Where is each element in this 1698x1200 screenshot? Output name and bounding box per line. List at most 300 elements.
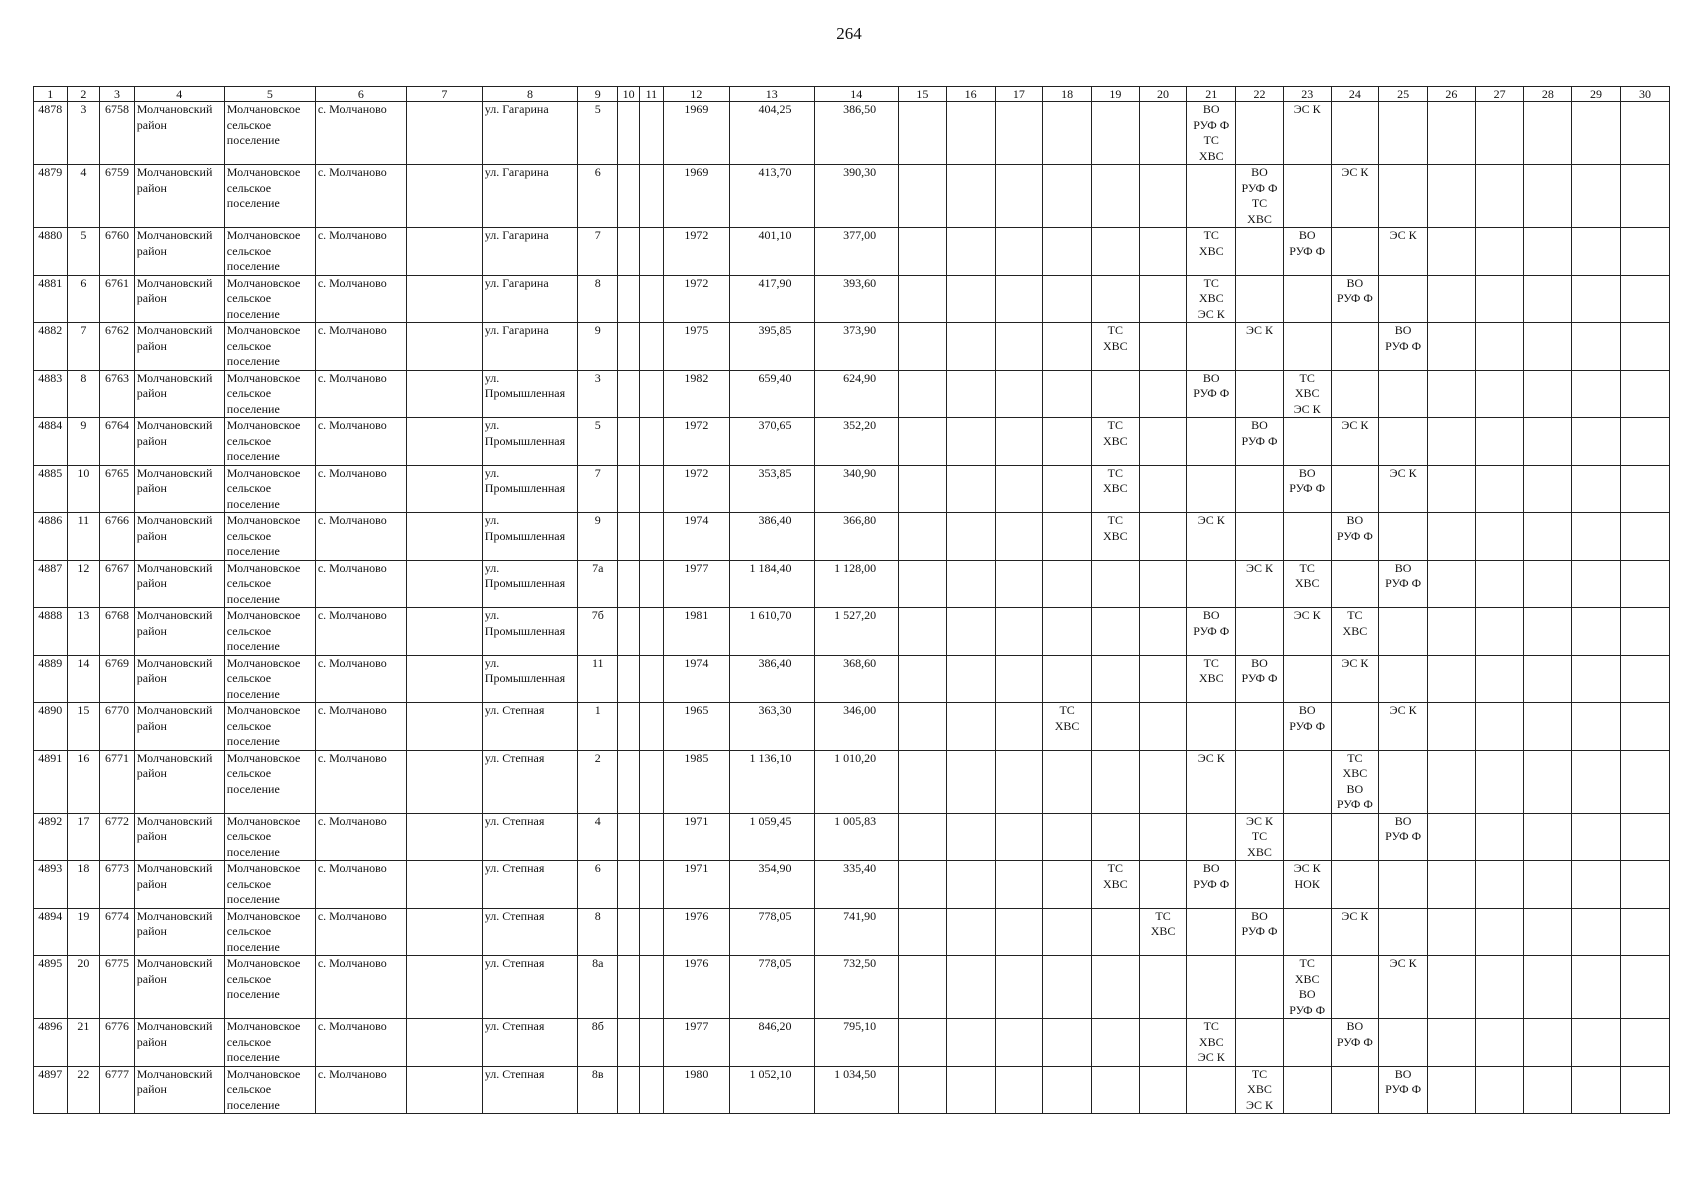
utility-code: ВО xyxy=(1298,987,1316,1001)
cell-col-8: ул. Степная xyxy=(482,703,577,751)
utility-code: ТС xyxy=(1107,465,1124,480)
column-header-3: 3 xyxy=(100,87,135,102)
empty-cell xyxy=(1043,956,1092,1019)
empty-cell xyxy=(1283,908,1331,956)
utility-code: ВО xyxy=(1346,1019,1364,1033)
empty-cell xyxy=(1572,560,1621,608)
cell-col-8: ул. Промышленная xyxy=(482,608,577,656)
cell-col-13: 370,65 xyxy=(729,418,814,466)
empty-cell xyxy=(1524,1019,1572,1067)
utility-code: ЭС К xyxy=(1341,165,1369,179)
cell-col-14: 377,00 xyxy=(814,228,899,276)
empty-cell xyxy=(1139,1019,1187,1067)
cell-col-13: 778,05 xyxy=(729,956,814,1019)
empty-cell xyxy=(1187,465,1236,513)
empty-cell xyxy=(1475,465,1524,513)
empty-cell xyxy=(639,655,663,703)
cell-col-3: 6772 xyxy=(100,813,135,861)
empty-cell xyxy=(639,608,663,656)
cell-col-5: Молчановское сельское поселение xyxy=(224,228,315,276)
empty-cell xyxy=(639,1019,663,1067)
empty-cell xyxy=(1043,165,1092,228)
cell-col-8: ул. Промышленная xyxy=(482,513,577,561)
empty-cell xyxy=(1043,102,1092,165)
cell-col-5: Молчановское сельское поселение xyxy=(224,560,315,608)
empty-cell xyxy=(639,750,663,813)
cell-col-13: 1 136,10 xyxy=(729,750,814,813)
table-row xyxy=(34,560,1670,608)
empty-cell xyxy=(1475,370,1524,418)
empty-cell xyxy=(1139,1066,1187,1114)
cell-col-3: 6770 xyxy=(100,703,135,751)
cell-col-9: 5 xyxy=(578,418,618,466)
empty-cell xyxy=(1139,228,1187,276)
empty-cell xyxy=(946,1066,995,1114)
empty-cell xyxy=(946,165,995,228)
empty-cell xyxy=(995,861,1043,909)
cell-col-14: 340,90 xyxy=(814,465,899,513)
utility-code: РУФ Ф xyxy=(1336,528,1373,543)
utility-codes-cell xyxy=(1283,465,1331,513)
cell-col-2: 18 xyxy=(67,861,100,909)
utility-code: ХВС xyxy=(1294,576,1320,590)
empty-cell xyxy=(899,655,947,703)
empty-cell xyxy=(899,1066,947,1114)
empty-cell xyxy=(995,165,1043,228)
utility-code: ЭС К xyxy=(1389,703,1417,717)
empty-cell xyxy=(618,1019,640,1067)
utility-codes-cell xyxy=(1283,861,1331,909)
cell-col-6: с. Молчаново xyxy=(315,465,406,513)
cell-col-8: ул. Гагарина xyxy=(482,275,577,323)
empty-cell xyxy=(406,908,482,956)
empty-cell xyxy=(1139,275,1187,323)
cell-col-8: ул. Промышленная xyxy=(482,655,577,703)
cell-col-4: Молчановский район xyxy=(134,228,224,276)
utility-code: ХВС xyxy=(1103,433,1128,448)
cell-col-9: 9 xyxy=(578,323,618,371)
utility-code: РУФ Ф xyxy=(1241,433,1278,448)
utility-codes-cell xyxy=(1379,703,1428,751)
table-row xyxy=(34,861,1670,909)
empty-cell xyxy=(1379,513,1428,561)
utility-code: ЭС К xyxy=(1341,418,1369,432)
empty-cell xyxy=(946,465,995,513)
cell-col-9: 8а xyxy=(578,956,618,1019)
cell-col-5: Молчановское сельское поселение xyxy=(224,323,315,371)
empty-cell xyxy=(1428,655,1476,703)
utility-code: ВО xyxy=(1394,560,1412,575)
utility-codes-cell xyxy=(1331,608,1379,656)
cell-col-14: 732,50 xyxy=(814,956,899,1019)
utility-codes-cell xyxy=(1331,165,1379,228)
cell-col-3: 6765 xyxy=(100,465,135,513)
cell-col-12: 1969 xyxy=(663,102,729,165)
utility-code: ТС xyxy=(1251,829,1268,843)
empty-cell xyxy=(406,813,482,861)
empty-cell xyxy=(946,703,995,751)
cell-col-13: 778,05 xyxy=(729,908,814,956)
cell-col-12: 1971 xyxy=(663,861,729,909)
empty-cell xyxy=(1620,861,1669,909)
empty-cell xyxy=(406,1066,482,1114)
empty-cell xyxy=(946,608,995,656)
column-header-15: 15 xyxy=(899,87,947,102)
table-row xyxy=(34,750,1670,813)
empty-cell xyxy=(1283,1066,1331,1114)
cell-col-9: 9 xyxy=(578,513,618,561)
cell-col-13: 386,40 xyxy=(729,513,814,561)
cell-col-8: ул. Промышленная xyxy=(482,465,577,513)
utility-code: ЭС К xyxy=(1389,228,1417,242)
cell-col-4: Молчановский район xyxy=(134,703,224,751)
utility-code: ЭС К xyxy=(1389,956,1417,970)
utility-code: ВО xyxy=(1202,861,1220,875)
empty-cell xyxy=(1572,418,1621,466)
empty-cell xyxy=(1139,608,1187,656)
empty-cell xyxy=(639,275,663,323)
empty-cell xyxy=(1092,370,1140,418)
empty-cell xyxy=(995,1019,1043,1067)
utility-codes-cell xyxy=(1236,323,1284,371)
utility-code: ЭС К xyxy=(1341,655,1369,670)
empty-cell xyxy=(1331,560,1379,608)
utility-codes-cell xyxy=(1379,228,1428,276)
cell-col-1: 4892 xyxy=(34,813,68,861)
empty-cell xyxy=(1043,275,1092,323)
cell-col-2: 11 xyxy=(67,513,100,561)
cell-col-6: с. Молчаново xyxy=(315,608,406,656)
cell-col-5: Молчановское сельское поселение xyxy=(224,908,315,956)
empty-cell xyxy=(1283,165,1331,228)
cell-col-5: Молчановское сельское поселение xyxy=(224,165,315,228)
table-row xyxy=(34,102,1670,165)
empty-cell xyxy=(1043,1066,1092,1114)
empty-cell xyxy=(618,608,640,656)
cell-col-6: с. Молчаново xyxy=(315,275,406,323)
cell-col-12: 1969 xyxy=(663,165,729,228)
empty-cell xyxy=(946,861,995,909)
cell-col-5: Молчановское сельское поселение xyxy=(224,418,315,466)
utility-code: ХВС xyxy=(1103,528,1128,543)
cell-col-14: 624,90 xyxy=(814,370,899,418)
empty-cell xyxy=(1139,560,1187,608)
cell-col-12: 1965 xyxy=(663,703,729,751)
cell-col-13: 395,85 xyxy=(729,323,814,371)
column-header-4: 4 xyxy=(134,87,224,102)
empty-cell xyxy=(1620,908,1669,956)
utility-codes-cell xyxy=(1379,465,1428,513)
empty-cell xyxy=(995,465,1043,513)
empty-cell xyxy=(1620,655,1669,703)
utility-code: ХВС xyxy=(1198,291,1224,305)
cell-col-8: ул. Степная xyxy=(482,1066,577,1114)
empty-cell xyxy=(946,418,995,466)
cell-col-9: 4 xyxy=(578,813,618,861)
utility-code: ТС xyxy=(1203,1019,1219,1033)
empty-cell xyxy=(1475,275,1524,323)
utility-codes-cell xyxy=(1331,750,1379,813)
cell-col-8: ул. Промышленная xyxy=(482,418,577,466)
utility-code: ХВС xyxy=(1103,338,1128,353)
cell-col-2: 6 xyxy=(67,275,100,323)
empty-cell xyxy=(1572,228,1621,276)
cell-col-9: 7 xyxy=(578,228,618,276)
empty-cell xyxy=(618,1066,640,1114)
empty-cell xyxy=(899,228,947,276)
utility-codes-cell xyxy=(1331,655,1379,703)
cell-col-13: 363,30 xyxy=(729,703,814,751)
cell-col-6: с. Молчаново xyxy=(315,1019,406,1067)
empty-cell xyxy=(618,956,640,1019)
empty-cell xyxy=(1236,703,1284,751)
utility-code: РУФ Ф xyxy=(1289,481,1326,495)
empty-cell xyxy=(1283,750,1331,813)
empty-cell xyxy=(899,165,947,228)
empty-cell xyxy=(1572,102,1621,165)
column-header-27: 27 xyxy=(1475,87,1524,102)
empty-cell xyxy=(1043,418,1092,466)
empty-cell xyxy=(1428,165,1476,228)
utility-codes-cell xyxy=(1187,861,1236,909)
utility-code: ВО xyxy=(1251,418,1268,432)
empty-cell xyxy=(1043,228,1092,276)
empty-cell xyxy=(1620,560,1669,608)
cell-col-13: 404,25 xyxy=(729,102,814,165)
empty-cell xyxy=(1092,956,1140,1019)
cell-col-2: 20 xyxy=(67,956,100,1019)
cell-col-6: с. Молчаново xyxy=(315,165,406,228)
cell-col-6: с. Молчаново xyxy=(315,370,406,418)
cell-col-4: Молчановский район xyxy=(134,418,224,466)
cell-col-14: 373,90 xyxy=(814,323,899,371)
column-header-20: 20 xyxy=(1139,87,1187,102)
cell-col-1: 4885 xyxy=(34,465,68,513)
empty-cell xyxy=(1236,1019,1284,1067)
table-body xyxy=(34,102,1670,1114)
empty-cell xyxy=(1283,513,1331,561)
empty-cell xyxy=(1236,370,1284,418)
empty-cell xyxy=(1475,908,1524,956)
empty-cell xyxy=(639,513,663,561)
cell-col-5: Молчановское сельское поселение xyxy=(224,513,315,561)
utility-codes-cell xyxy=(1187,102,1236,165)
cell-col-6: с. Молчаново xyxy=(315,861,406,909)
cell-col-12: 1971 xyxy=(663,813,729,861)
cell-col-8: ул. Промышленная xyxy=(482,560,577,608)
utility-code: РУФ Ф xyxy=(1385,338,1422,353)
empty-cell xyxy=(639,956,663,1019)
utility-codes-cell xyxy=(1236,560,1284,608)
utility-codes-cell xyxy=(1283,560,1331,608)
empty-cell xyxy=(1428,228,1476,276)
empty-cell xyxy=(1524,228,1572,276)
empty-cell xyxy=(1092,1019,1140,1067)
empty-cell xyxy=(1331,323,1379,371)
empty-cell xyxy=(1428,465,1476,513)
cell-col-1: 4886 xyxy=(34,513,68,561)
empty-cell xyxy=(899,1019,947,1067)
empty-cell xyxy=(1620,323,1669,371)
column-header-26: 26 xyxy=(1428,87,1476,102)
cell-col-6: с. Молчаново xyxy=(315,323,406,371)
empty-cell xyxy=(1092,165,1140,228)
empty-cell xyxy=(1379,655,1428,703)
utility-code: РУФ Ф xyxy=(1336,797,1373,811)
empty-cell xyxy=(406,323,482,371)
empty-cell xyxy=(946,1019,995,1067)
cell-col-12: 1974 xyxy=(663,513,729,561)
empty-cell xyxy=(899,813,947,861)
cell-col-5: Молчановское сельское поселение xyxy=(224,370,315,418)
empty-cell xyxy=(1620,608,1669,656)
empty-cell xyxy=(1572,956,1621,1019)
empty-cell xyxy=(639,418,663,466)
cell-col-3: 6771 xyxy=(100,750,135,813)
empty-cell xyxy=(1475,165,1524,228)
cell-col-2: 5 xyxy=(67,228,100,276)
cell-col-3: 6764 xyxy=(100,418,135,466)
utility-codes-cell xyxy=(1187,655,1236,703)
utility-codes-cell xyxy=(1236,655,1284,703)
empty-cell xyxy=(1379,370,1428,418)
empty-cell xyxy=(639,370,663,418)
empty-cell xyxy=(406,165,482,228)
cell-col-14: 335,40 xyxy=(814,861,899,909)
empty-cell xyxy=(995,703,1043,751)
empty-cell xyxy=(946,560,995,608)
empty-cell xyxy=(946,908,995,956)
empty-cell xyxy=(946,813,995,861)
empty-cell xyxy=(995,608,1043,656)
cell-col-8: ул. Степная xyxy=(482,1019,577,1067)
cell-col-3: 6777 xyxy=(100,1066,135,1114)
cell-col-2: 14 xyxy=(67,655,100,703)
empty-cell xyxy=(995,1066,1043,1114)
cell-col-12: 1972 xyxy=(663,228,729,276)
table-header xyxy=(34,87,1670,102)
empty-cell xyxy=(1092,908,1140,956)
empty-cell xyxy=(639,908,663,956)
empty-cell xyxy=(406,465,482,513)
empty-cell xyxy=(1331,813,1379,861)
cell-col-13: 386,40 xyxy=(729,655,814,703)
cell-col-3: 6759 xyxy=(100,165,135,228)
table-row xyxy=(34,956,1670,1019)
cell-col-4: Молчановский район xyxy=(134,560,224,608)
utility-code: ЭС К xyxy=(1293,102,1321,116)
empty-cell xyxy=(1475,608,1524,656)
empty-cell xyxy=(1428,861,1476,909)
cell-col-3: 6761 xyxy=(100,275,135,323)
utility-code: ХВС xyxy=(1342,766,1368,780)
empty-cell xyxy=(1524,370,1572,418)
cell-col-1: 4896 xyxy=(34,1019,68,1067)
cell-col-4: Молчановский район xyxy=(134,956,224,1019)
column-header-11: 11 xyxy=(639,87,663,102)
cell-col-1: 4889 xyxy=(34,655,68,703)
utility-codes-cell xyxy=(1331,275,1379,323)
utility-code: ЭС К xyxy=(1341,908,1369,923)
empty-cell xyxy=(995,655,1043,703)
utility-codes-cell xyxy=(1379,323,1428,371)
cell-col-8: ул. Гагарина xyxy=(482,165,577,228)
empty-cell xyxy=(1572,370,1621,418)
empty-cell xyxy=(1043,608,1092,656)
cell-col-4: Молчановский район xyxy=(134,102,224,165)
cell-col-4: Молчановский район xyxy=(134,323,224,371)
cell-col-14: 393,60 xyxy=(814,275,899,323)
empty-cell xyxy=(1524,323,1572,371)
utility-code: ЭС К xyxy=(1293,608,1321,622)
empty-cell xyxy=(618,165,640,228)
cell-col-14: 366,80 xyxy=(814,513,899,561)
table-row xyxy=(34,323,1670,371)
empty-cell xyxy=(1236,228,1284,276)
cell-col-5: Молчановское сельское поселение xyxy=(224,465,315,513)
cell-col-12: 1976 xyxy=(663,908,729,956)
cell-col-5: Молчановское сельское поселение xyxy=(224,102,315,165)
empty-cell xyxy=(1524,513,1572,561)
cell-col-12: 1972 xyxy=(663,275,729,323)
utility-codes-cell xyxy=(1283,956,1331,1019)
empty-cell xyxy=(406,655,482,703)
cell-col-2: 3 xyxy=(67,102,100,165)
utility-code: ВО xyxy=(1346,781,1364,796)
utility-codes-cell xyxy=(1092,861,1140,909)
cell-col-9: 7а xyxy=(578,560,618,608)
cell-col-14: 390,30 xyxy=(814,165,899,228)
cell-col-4: Молчановский район xyxy=(134,750,224,813)
empty-cell xyxy=(1620,228,1669,276)
cell-col-4: Молчановский район xyxy=(134,165,224,228)
empty-cell xyxy=(1572,908,1621,956)
cell-col-12: 1972 xyxy=(663,465,729,513)
cell-col-9: 6 xyxy=(578,861,618,909)
utility-code: РУФ Ф xyxy=(1241,180,1278,195)
empty-cell xyxy=(1043,513,1092,561)
empty-cell xyxy=(618,323,640,371)
utility-codes-cell xyxy=(1092,323,1140,371)
empty-cell xyxy=(639,560,663,608)
utility-code: ХВС xyxy=(1294,971,1320,986)
empty-cell xyxy=(1236,102,1284,165)
utility-code: ЭС К xyxy=(1246,323,1273,337)
cell-col-1: 4880 xyxy=(34,228,68,276)
cell-col-2: 4 xyxy=(67,165,100,228)
cell-col-6: с. Молчаново xyxy=(315,750,406,813)
utility-code: РУФ Ф xyxy=(1193,117,1230,132)
empty-cell xyxy=(1524,956,1572,1019)
empty-cell xyxy=(1236,465,1284,513)
cell-col-4: Молчановский район xyxy=(134,370,224,418)
cell-col-3: 6767 xyxy=(100,560,135,608)
utility-code: ЭС К xyxy=(1389,465,1417,480)
empty-cell xyxy=(618,370,640,418)
utility-code: РУФ Ф xyxy=(1289,243,1326,258)
utility-code: ХВС xyxy=(1247,211,1272,226)
empty-cell xyxy=(1043,655,1092,703)
empty-cell xyxy=(1428,956,1476,1019)
utility-code: ХВС xyxy=(1103,481,1128,495)
utility-code: ВО xyxy=(1251,655,1268,670)
utility-codes-cell xyxy=(1331,418,1379,466)
empty-cell xyxy=(1187,813,1236,861)
cell-col-5: Молчановское сельское поселение xyxy=(224,655,315,703)
empty-cell xyxy=(1379,908,1428,956)
cell-col-5: Молчановское сельское поселение xyxy=(224,1019,315,1067)
utility-code: РУФ Ф xyxy=(1241,924,1278,938)
